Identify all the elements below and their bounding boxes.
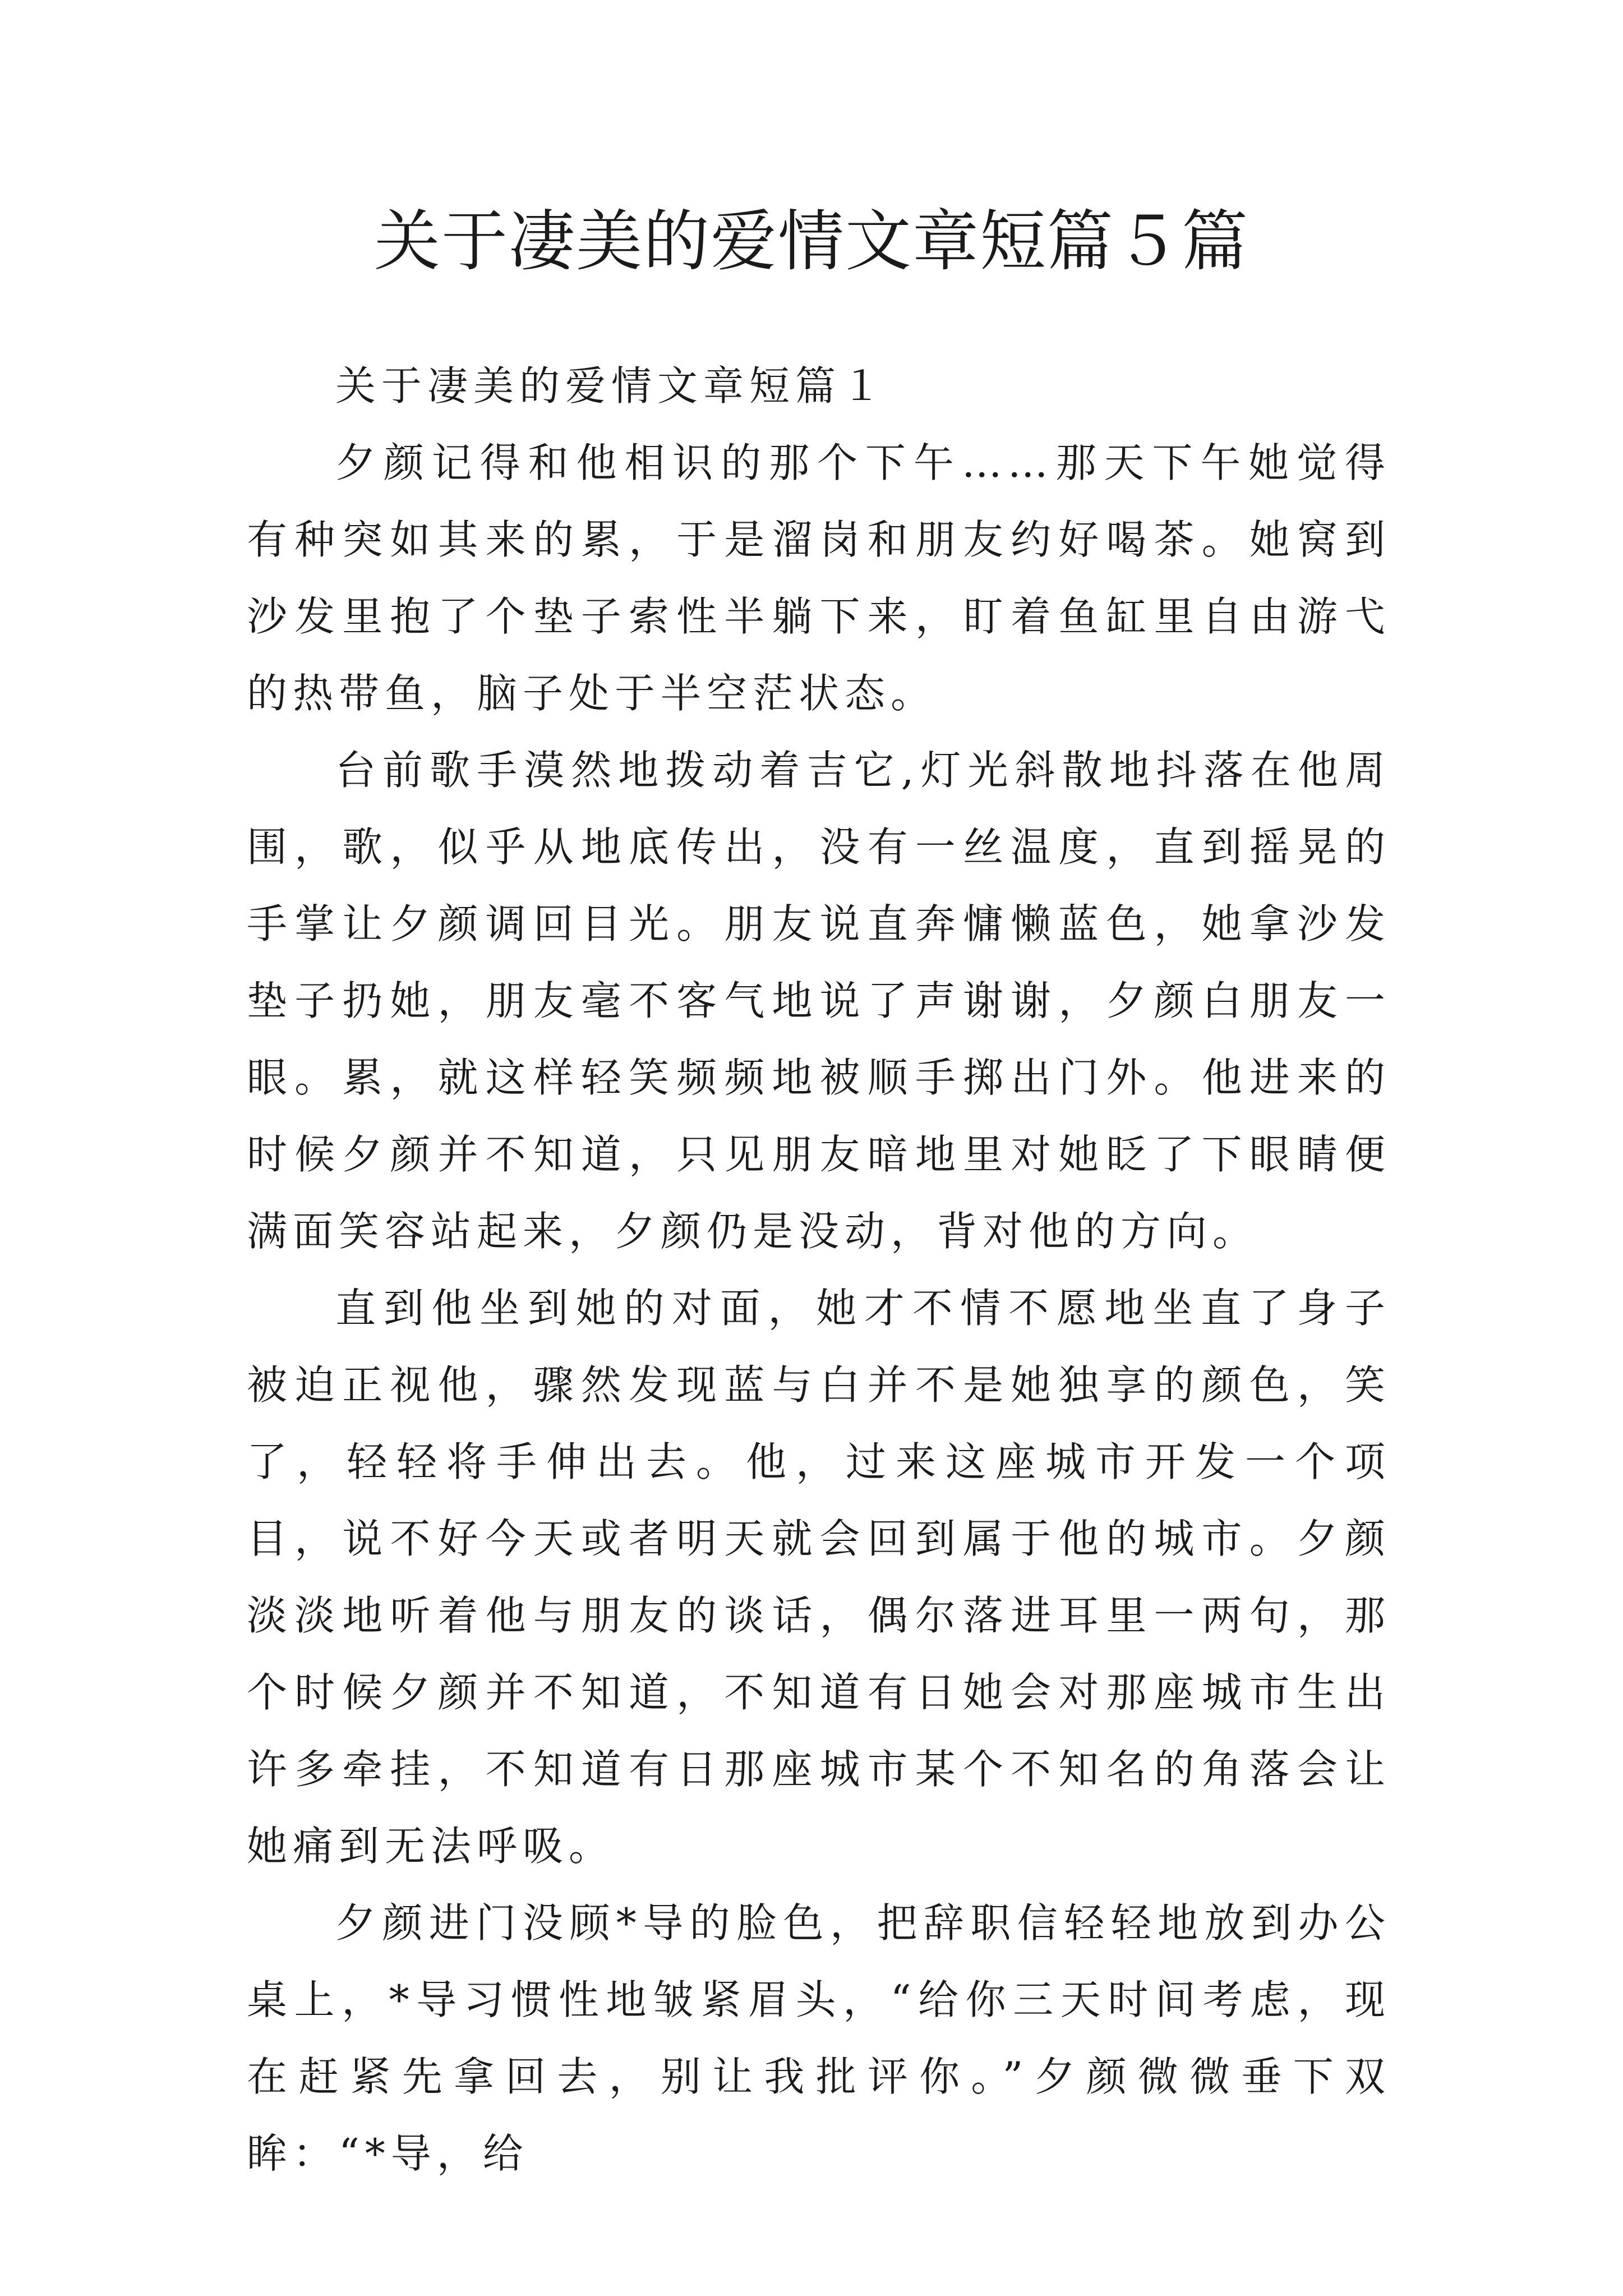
document-body [247,348,1391,2192]
paragraph-4: 夕颜进门没顾*导的脸色，把辞职信轻轻地放到办公桌上，*导习惯性地皱紧眉头，“给你三天时间考虑，现在赶紧先拿回去，别让我批评你。”夕颜微微垂下双眸：“*导，给 [247,1899,1391,2177]
section-heading: 关于凄美的爱情文章短篇１ [335,362,888,409]
document-title: 关于凄美的爱情文章短篇５篇 [374,203,1249,280]
paragraph-1: 夕颜记得和他相识的那个下午……那天下午她觉得有种突如其来的累，于是溜岗和朋友约好喝茶。她窝到沙发里抱了个垫子索性半躺下来，盯着鱼缸里自由游弋的热带鱼，脑子处于半空茫状态。 [247,439,1391,717]
paragraph-3: 直到他坐到她的对面，她才不情不愿地坐直了身子被迫正视他，骤然发现蓝与白并不是她独享的颜色，笑了，轻轻将手伸出去。他，过来这座城市开发一个项目，说不好今天或者明天就会回到属于他的城市。夕颜淡淡地听着他与朋友的谈话，偶尔落进耳里一两句，那个时候夕颜并不知道，不知道有日她会对那座城市生出许多牵挂，不知道有日那座城市某个不知名的角落会让她痛到无法呼吸。 [247,1285,1391,1870]
paragraph-2: 台前歌手漠然地拨动着吉它,灯光斜散地抖落在他周围，歌，似乎从地底传出，没有一丝温度，直到摇晃的手掌让夕颜调回目光。朋友说直奔慵懒蓝色，她拿沙发垫子扔她，朋友毫不客气地说了声谢谢，夕颜白朋友一眼。累，就这样轻笑频频地被顺手掷出门外。他进来的时候夕颜并不知道，只见朋友暗地里对她眨了下眼睛便满面笑容站起来，夕颜仍是没动，背对他的方向。 [247,747,1391,1255]
